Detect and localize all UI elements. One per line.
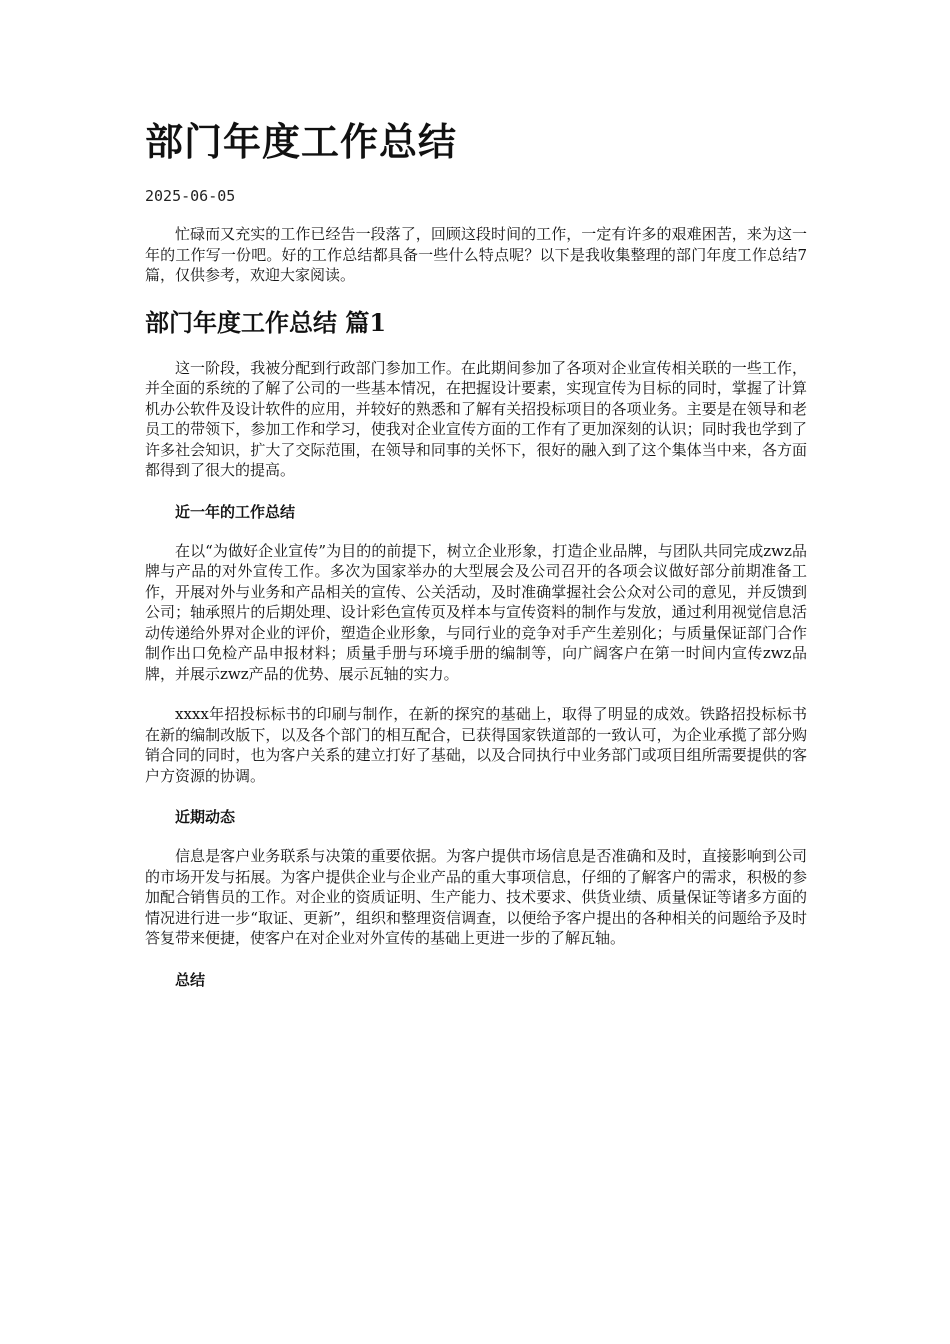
paragraph-4: 信息是客户业务联系与决策的重要依据。为客户提供市场信息是否准确和及时，直接影响到公司的市场开发与拓展。为客户提供企业与企业产品的重大事项信息，仔细的了解客户的需求，积极的参加配合销售员的工作。对企业的资质证明、生产能力、技术要求、供货业绩、质量保证等诸多方面的情况进行进一步“取证、更新”，组织和整理资信调查，以便给予客户提出的各种相关的问题给予及时答复带来便捷，使客户在对企业对外宣传的基础上更进一步的了解瓦轴。 bbox=[145, 847, 807, 947]
section-title: 部门年度工作总结 篇1 bbox=[145, 307, 387, 337]
document-content bbox=[145, 118, 807, 1009]
paragraph-1: 这一阶段，我被分配到行政部门参加工作。在此期间参加了各项对企业宣传相关联的一些工作，并全面的系统的了解了公司的一些基本情况，在把握设计要素，实现宣传为目标的同时，掌握了计算机办公软件及设计软件的应用，并较好的熟悉和了解有关招投标项目的各项业务。主要是在领导和老员工的带领下，参加工作和学习，使我对企业宣传方面的工作有了更加深刻的认识；同时我也学到了许多社会知识，扩大了交际范围，在领导和同事的关怀下，很好的融入到了这个集体当中来，各方面都得到了很大的提高。 bbox=[145, 358, 807, 479]
subheading-conclusion: 总结 bbox=[175, 970, 206, 989]
intro-paragraph: 忙碌而又充实的工作已经告一段落了，回顾这段时间的工作，一定有许多的艰难困苦，来为这一年的工作写一份吧。好的工作总结都具备一些什么特点呢？以下是我收集整理的部门年度工作总结7篇，仅供参考，欢迎大家阅读。 bbox=[145, 225, 807, 284]
paragraph-2: 在以“为做好企业宣传”为目的的前提下，树立企业形象，打造企业品牌，与团队共同完成zwz品牌与产品的对外宣传工作。多次为国家举办的大型展会及公司召开的各项会议做好部分前期准备工作，开展对外与业务和产品相关的宣传、公关活动，及时准确掌握社会公众对公司的意见，并反馈到公司；轴承照片的后期处理、设计彩色宣传页及样本与宣传资料的制作与发放，通过利用视觉信息活动传递给外界对企业的评价，塑造企业形象，与同行业的竞争对手产生差别化；与质量保证部门合作制作出口免检产品申报材料；质量手册与环境手册的编制等，向广阔客户在第一时间内宣传zwz品牌，并展示zwz产品的优势、展示瓦轴的实力。 bbox=[145, 541, 807, 683]
paragraph-3: xxxx年招投标标书的印刷与制作，在新的探究的基础上，取得了明显的成效。铁路招投标标书在新的编制改版下，以及各个部门的相互配合，已获得国家铁道部的一致认可，为企业承揽了部分购销合同的同时，也为客户关系的建立打好了基础，以及合同执行中业务部门或项目组所需要提供的客户方资源的协调。 bbox=[145, 705, 807, 785]
subheading-recent-updates: 近期动态 bbox=[175, 808, 236, 826]
subheading-yearly-summary: 近一年的工作总结 bbox=[175, 502, 296, 521]
publish-date: 2025-06-05 bbox=[145, 187, 236, 205]
document-title: 部门年度工作总结 bbox=[145, 119, 458, 164]
